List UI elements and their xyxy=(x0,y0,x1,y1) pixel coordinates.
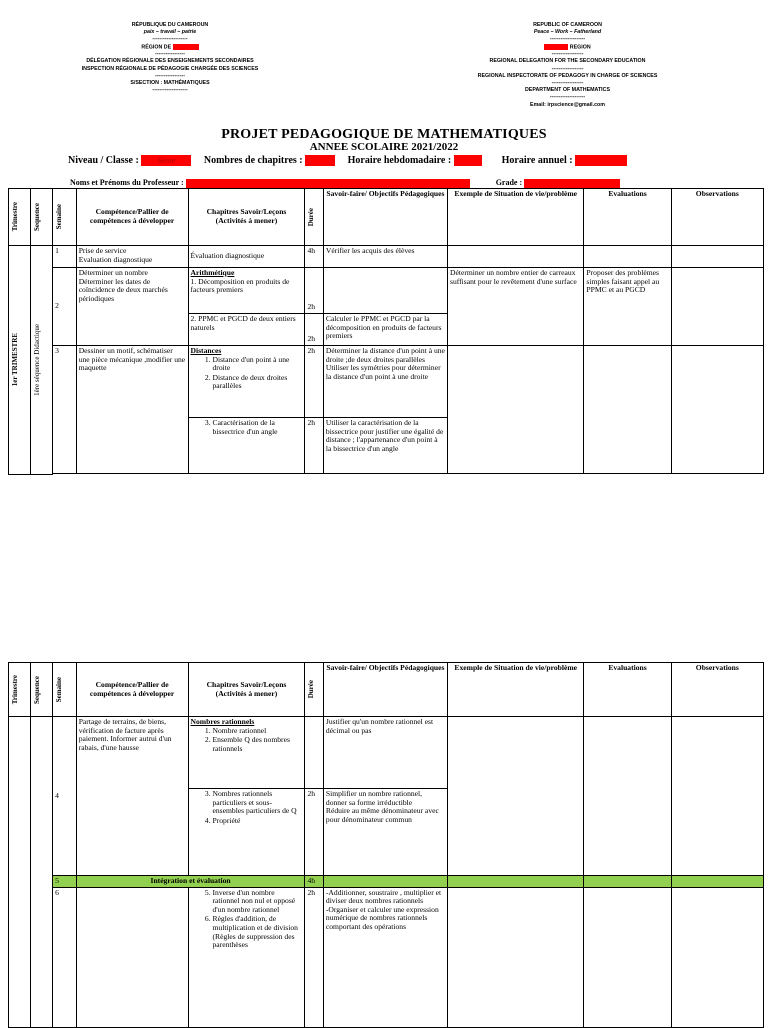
redacted-box xyxy=(454,155,482,166)
separator: ------------------ xyxy=(551,51,584,58)
col-label: Trimestre xyxy=(11,674,19,705)
competence-cell xyxy=(76,887,188,1027)
evaluation-cell xyxy=(584,346,671,474)
separator: -------------------- xyxy=(152,87,188,94)
col-label: Durée xyxy=(307,207,316,227)
chapter-cell xyxy=(188,887,305,1027)
competence-cell: Dessiner un motif, schématiser une pièce mécanique ,modifier une maquette xyxy=(76,346,188,474)
table-header-row xyxy=(9,189,764,246)
page-title: PROJET PEDAGOGIQUE DE MATHEMATIQUES xyxy=(221,127,547,142)
evaluation-cell: Proposer des problèmes simples faisant appel au PPMC et au PGCD xyxy=(584,268,671,346)
situation-cell xyxy=(448,246,584,268)
situation-cell xyxy=(448,876,584,888)
savoir-cell: Vérifier les acquis des élèves xyxy=(323,246,447,268)
planning-table-2 xyxy=(8,662,764,1028)
separator: ------------------ xyxy=(551,65,584,72)
col-label: Sequence xyxy=(32,675,41,704)
observation-cell xyxy=(671,346,763,474)
redacted-box xyxy=(186,179,470,188)
separator: -------------------- xyxy=(152,36,188,43)
delegation-fr: DÉLÉGATION RÉGIONALE DES ENSEIGNEMENTS SECONDAIRES xyxy=(86,58,254,65)
savoir-cell: Calculer le PPMC et PGCD par la décomposition en produits de facteurs premiers xyxy=(323,314,447,346)
integration-row xyxy=(9,876,764,888)
savoir-cell xyxy=(323,876,447,888)
chapter-cell xyxy=(188,346,305,418)
evaluation-cell xyxy=(584,246,671,268)
lesson-item: 5. Inverse d'un nombre rationnel non nul et opposé d'un nombre rationnel xyxy=(213,889,303,915)
separator: -------------------- xyxy=(549,94,586,101)
evaluation-cell xyxy=(584,887,671,1027)
col-situation: Exemple de Situation de vie/problème xyxy=(448,663,584,717)
sequence-label: 1ère séquence Didactique xyxy=(32,323,41,396)
observation-cell xyxy=(671,717,763,876)
week-cell: 6 xyxy=(53,887,77,1027)
lesson-item: 1. Nombre rationnel xyxy=(213,727,303,736)
country-fr: RÉPUBLIQUE DU CAMEROUN xyxy=(131,22,209,28)
observation-cell xyxy=(671,268,763,346)
niveau-value: 6ème xyxy=(141,155,191,166)
col-chapitres: Chapitres Savoir/Leçons (Activités à mener) xyxy=(188,663,305,717)
col-sequence xyxy=(30,663,53,717)
duration-cell: 4h xyxy=(305,876,323,888)
motto-en: Peace – Work – Fatherland xyxy=(533,29,602,36)
duration-cell: 2h xyxy=(305,418,323,474)
savoir-cell: Justifier qu'un nombre rationnel est décimal ou pas xyxy=(323,717,447,789)
situation-cell xyxy=(448,717,584,876)
evaluation-cell xyxy=(584,876,671,888)
col-competence: Compétence/Pallier de compétences à développer xyxy=(76,189,188,246)
col-competence: Compétence/Pallier de compétences à développer xyxy=(76,663,188,717)
table-row xyxy=(9,346,764,418)
savoir-cell: Utiliser la caractérisation de la bissectrice pour justifier une égalité de distance ; l'appartenance d'un point à la bissectrice d'un angle xyxy=(323,418,447,474)
lesson-item: 1. Distance d'un point à une droite xyxy=(213,356,303,373)
lesson-item: 3. Caractérisation de la bissectrice d'un angle xyxy=(213,419,303,436)
table-row xyxy=(9,887,764,1027)
competence-cell: Prise de service Evaluation diagnostique xyxy=(76,246,188,268)
chapter-cell xyxy=(188,418,305,474)
col-observations: Observations xyxy=(671,189,763,246)
lesson-item: 3. Nombres rationnels particuliers et sous-ensembles particuliers de Q xyxy=(213,790,303,816)
lesson-item: 6. Règles d'addition, de multiplication et de division (Règles de suppression des parenthèses xyxy=(213,915,303,949)
redacted-box xyxy=(524,179,620,188)
redacted-box xyxy=(575,155,627,166)
col-sequence xyxy=(30,189,53,246)
duration-cell: 2h xyxy=(305,314,323,346)
chapter-cell xyxy=(188,789,305,876)
observation-cell xyxy=(671,887,763,1027)
prof-label: Noms et Prénoms du Professeur : xyxy=(70,178,184,187)
col-evaluations: Evaluations xyxy=(584,663,671,717)
trimestre-label: 1er TRIMESTRE xyxy=(11,333,19,387)
col-observations: Observations xyxy=(671,663,763,717)
chapitres-label: Nombres de chapitres : xyxy=(203,155,303,166)
lesson-item: 2. Ensemble Q des nombres rationnels xyxy=(213,736,303,753)
situation-cell: Déterminer un nombre entier de carreaux suffisant pour le revêtement d'une surface xyxy=(448,268,584,346)
annuel-label: Horaire annuel : xyxy=(501,155,573,166)
col-duree xyxy=(305,663,323,717)
table-header-row xyxy=(9,663,764,717)
planning-table-1 xyxy=(8,188,764,475)
sequence-cell xyxy=(30,717,53,1028)
col-duree xyxy=(305,189,323,246)
delegation-en: REGIONAL DELEGATION FOR THE SECONDARY EDUCATION xyxy=(489,58,646,65)
header-right xyxy=(455,22,680,109)
redacted-box xyxy=(544,44,568,50)
table-row xyxy=(9,268,764,314)
col-savoir: Savoir-faire/ Objectifs Pédagogiques xyxy=(323,189,447,246)
separator: ----------------- xyxy=(155,72,185,79)
separator: -------------------- xyxy=(549,36,586,43)
col-evaluations: Evaluations xyxy=(584,189,671,246)
chapter-cell xyxy=(188,717,305,789)
region-fr xyxy=(60,44,280,52)
table-row xyxy=(9,246,764,268)
region-label: RÉGION DE xyxy=(141,44,172,51)
integration-label: Intégration et évaluation xyxy=(76,876,305,888)
evaluation-cell xyxy=(584,717,671,876)
table-row xyxy=(9,717,764,789)
chapter-cell xyxy=(188,268,305,314)
school-year: ANNEE SCOLAIRE 2021/2022 xyxy=(309,141,459,153)
duration-cell: 4h xyxy=(305,246,323,268)
sequence-cell xyxy=(30,246,53,475)
hebdo-label: Horaire hebdomadaire : xyxy=(347,155,452,166)
week-cell: 4 xyxy=(53,717,77,876)
duration-cell xyxy=(305,717,323,789)
col-semaine xyxy=(53,189,77,246)
observation-cell xyxy=(671,246,763,268)
week-cell: 3 xyxy=(53,346,77,474)
duration-cell: 2h xyxy=(305,268,323,314)
col-label: Durée xyxy=(307,680,316,699)
chapter-title: Arithmétique xyxy=(190,268,235,277)
department-en: DEPARTMENT OF MATHEMATICS xyxy=(524,87,611,94)
observation-cell xyxy=(671,876,763,888)
region-en xyxy=(455,44,680,52)
separator: ----------------- xyxy=(155,51,185,58)
savoir-cell: Simplifier un nombre rationnel, donner sa forme irréductible Réduire au même dénominateur avec pour dénominateur commun xyxy=(323,789,447,876)
col-chapitres: Chapitres Savoir/Leçons (Activités à mener) xyxy=(188,189,305,246)
week-cell: 2 xyxy=(53,268,77,346)
inspection-fr: INSPECTION RÉGIONALE DE PÉDAGOGIE CHARGÉE DES SCIENCES xyxy=(81,65,259,72)
col-label: Semaine xyxy=(55,204,64,230)
week-cell: 1 xyxy=(53,246,77,268)
col-trimestre xyxy=(9,189,31,246)
situation-cell xyxy=(448,346,584,474)
duration-cell: 2h xyxy=(305,887,323,1027)
col-trimestre xyxy=(9,663,31,717)
info-line xyxy=(68,155,627,166)
duration-cell: 2h xyxy=(305,346,323,418)
chapter-cell: 2. PPMC et PGCD de deux entiers naturels xyxy=(188,314,305,346)
lesson-text: 1. Décomposition en produits de facteurs premiers xyxy=(190,276,290,295)
country-en: REPUBLIC OF CAMEROON xyxy=(533,22,602,28)
col-savoir: Savoir-faire/ Objectifs Pédagogiques xyxy=(323,663,447,717)
col-semaine xyxy=(53,663,77,717)
trimestre-cell xyxy=(9,717,31,1028)
inspectorate-en: REGIONAL INSPECTORATE OF PEDAGOGY IN CHARGE OF SCIENCES xyxy=(477,72,658,79)
redacted-box xyxy=(305,155,335,166)
trimestre-cell xyxy=(9,246,31,475)
grade-label: Grade : xyxy=(495,178,523,187)
situation-cell xyxy=(448,887,584,1027)
savoir-cell: -Additionner, soustraire , multiplier et diviser deux nombres rationnels -Organiser et calculer une expression numérique de nombres rationnels comportant des opérations xyxy=(323,887,447,1027)
separator: ------------------ xyxy=(551,80,584,87)
savoir-cell xyxy=(323,268,447,314)
header-left xyxy=(60,22,280,94)
lesson-item: 4. Propriété xyxy=(213,817,303,826)
redacted-box xyxy=(173,44,199,50)
col-situation: Exemple de Situation de vie/problème xyxy=(448,189,584,246)
lesson-item: 2. Distance de deux droites parallèles xyxy=(213,374,303,391)
competence-cell: Déterminer un nombre Déterminer les dates de coïncidence de deux marchés périodiques xyxy=(76,268,188,346)
col-label: Semaine xyxy=(55,676,64,703)
chapter-cell: Évaluation diagnostique xyxy=(188,246,305,268)
week-cell: 5 xyxy=(53,876,77,888)
col-label: Trimestre xyxy=(11,202,19,232)
prof-line xyxy=(70,178,620,188)
chapter-title: Distances xyxy=(190,346,222,355)
chapter-title: Nombres rationnels xyxy=(190,717,255,726)
savoir-cell: Déterminer la distance d'un point à une droite ;de deux droites parallèles Utiliser les symétries pour déterminer la distance d'un point à une droite xyxy=(323,346,447,418)
duration-cell: 2h xyxy=(305,789,323,876)
region-label: REGION xyxy=(569,44,591,51)
col-label: Sequence xyxy=(32,203,41,231)
niveau-label: Niveau / Classe : xyxy=(68,155,139,166)
email: Email: irpscience@gmail.com xyxy=(530,101,605,108)
section-fr: S/SECTION : MATHÉMATIQUES xyxy=(130,80,210,87)
competence-cell: Partage de terrains, de biens, vérification de facture après paiement. Informer autrui d'un rabais, d'une hausse xyxy=(76,717,188,876)
motto-fr: paix – travail – patrie xyxy=(143,29,197,36)
